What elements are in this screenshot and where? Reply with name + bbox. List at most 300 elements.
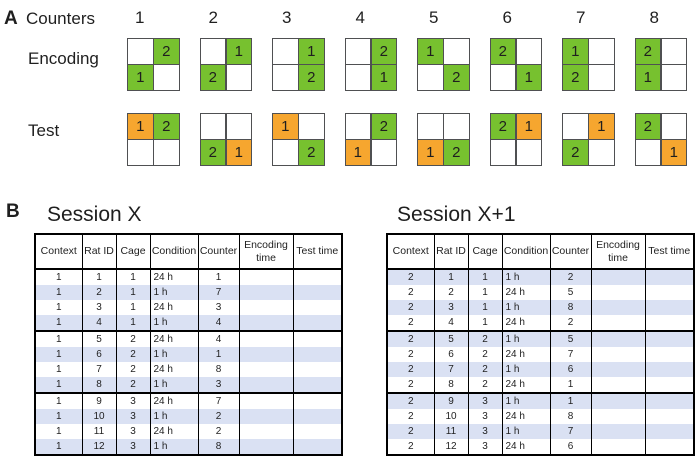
test-grid-counter-5 (417, 113, 470, 166)
counter-numbers (127, 9, 695, 26)
column-header: Counter (198, 234, 239, 269)
table-cell: 1 h (502, 300, 550, 315)
table-cell: 2 (387, 409, 434, 424)
table-cell: 3 (468, 409, 502, 424)
grid-cell (154, 65, 179, 90)
table-cell: 10 (434, 409, 468, 424)
table-cell: 3 (116, 393, 150, 409)
table-cell: 10 (82, 409, 116, 424)
table-cell (645, 377, 694, 393)
table-row (35, 362, 342, 377)
table-cell (591, 439, 645, 455)
table-cell (591, 424, 645, 439)
column-header: Context (35, 234, 82, 269)
grid-cell: 2 (201, 140, 226, 165)
table-cell (591, 409, 645, 424)
table-cell: 2 (434, 285, 468, 300)
encoding-grid-counter-3 (272, 38, 325, 91)
table-cell: 9 (434, 393, 468, 409)
grid-cell (662, 65, 687, 90)
table-row (35, 393, 342, 409)
table-cell: 8 (550, 300, 591, 315)
table-cell: 1 (198, 269, 239, 285)
table-cell (591, 362, 645, 377)
table-cell (293, 331, 342, 347)
table-cell (645, 424, 694, 439)
table-cell (239, 347, 293, 362)
table-cell: 1 h (150, 439, 198, 455)
table-cell: 1 (35, 409, 82, 424)
table-cell: 1 (550, 377, 591, 393)
grid-cell (227, 114, 252, 139)
table-cell: 1 (35, 347, 82, 362)
table-row (35, 300, 342, 315)
table-cell: 3 (198, 300, 239, 315)
grid-cell: 1 (299, 39, 324, 64)
grid-cell: 2 (299, 65, 324, 90)
table-row (387, 269, 694, 285)
table-cell (645, 393, 694, 409)
grid-cell (346, 65, 371, 90)
table-cell: 1 h (502, 269, 550, 285)
table-cell (293, 269, 342, 285)
grid-cell (517, 39, 542, 64)
table-row (35, 269, 342, 285)
session-x1-title: Session X+1 (397, 203, 516, 226)
table-row (387, 315, 694, 331)
grid-cell (299, 114, 324, 139)
table-cell (645, 347, 694, 362)
table-cell: 24 h (502, 315, 550, 331)
panel-a-label: A (4, 8, 18, 29)
table-cell: 5 (434, 331, 468, 347)
table-cell: 2 (468, 331, 502, 347)
table-cell: 2 (82, 285, 116, 300)
table-row (35, 377, 342, 393)
table-row (35, 315, 342, 331)
table-cell: 3 (116, 424, 150, 439)
table-row (35, 424, 342, 439)
grid-cell (636, 140, 661, 165)
table-cell: 6 (550, 362, 591, 377)
test-row-label: Test (28, 121, 60, 140)
column-header: Cage (468, 234, 502, 269)
table-row (35, 347, 342, 362)
table-cell: 2 (198, 409, 239, 424)
table-cell: 1 (35, 315, 82, 331)
table-cell (591, 315, 645, 331)
test-grid-counter-1 (127, 113, 180, 166)
encoding-grid-counter-2 (200, 38, 253, 91)
grid-cell (128, 39, 153, 64)
grid-cell: 1 (636, 65, 661, 90)
table-cell: 2 (387, 269, 434, 285)
table-cell: 8 (434, 377, 468, 393)
table-cell (293, 409, 342, 424)
grid-cell: 2 (491, 114, 516, 139)
table-cell: 2 (550, 315, 591, 331)
test-grid-counter-4 (345, 113, 398, 166)
table-cell: 2 (387, 393, 434, 409)
test-grid-counter-7 (562, 113, 615, 166)
table-cell: 3 (468, 393, 502, 409)
grid-cell: 1 (273, 114, 298, 139)
table-cell (591, 331, 645, 347)
table-cell: 24 h (150, 300, 198, 315)
table-cell: 1 (35, 331, 82, 347)
table-cell (293, 424, 342, 439)
table-cell: 24 h (150, 331, 198, 347)
grid-cell: 1 (227, 140, 252, 165)
table-cell: 24 h (150, 393, 198, 409)
table-cell: 2 (387, 424, 434, 439)
table-cell: 2 (116, 362, 150, 377)
table-cell: 24 h (150, 269, 198, 285)
grid-cell (227, 65, 252, 90)
panel-b-label: B (6, 201, 20, 222)
table-cell: 2 (550, 269, 591, 285)
grid-cell (491, 140, 516, 165)
table-cell (239, 409, 293, 424)
grid-cell (346, 114, 371, 139)
table-cell: 24 h (502, 439, 550, 455)
table-cell (239, 331, 293, 347)
table-cell: 7 (198, 285, 239, 300)
table-cell: 1 (468, 300, 502, 315)
grid-cell: 2 (491, 39, 516, 64)
test-grid-counter-8 (635, 113, 688, 166)
table-cell: 6 (550, 439, 591, 455)
table-cell: 11 (82, 424, 116, 439)
table-cell: 3 (82, 300, 116, 315)
table-cell: 2 (116, 377, 150, 393)
counter-number: 6 (502, 8, 512, 27)
table-cell: 4 (198, 315, 239, 331)
table-cell: 2 (116, 347, 150, 362)
table-cell: 2 (387, 331, 434, 347)
grid-cell (444, 114, 469, 139)
table-cell: 1 (468, 315, 502, 331)
header-row (387, 234, 694, 269)
column-header: Counter (550, 234, 591, 269)
grid-cell: 2 (299, 140, 324, 165)
column-header: Context (387, 234, 434, 269)
grid-cell: 1 (517, 65, 542, 90)
table-cell: 2 (387, 300, 434, 315)
grid-cell (128, 140, 153, 165)
table-cell (591, 300, 645, 315)
table-cell: 7 (198, 393, 239, 409)
table-cell (293, 362, 342, 377)
table-cell (293, 315, 342, 331)
grid-cell: 2 (154, 114, 179, 139)
grid-cell: 1 (346, 140, 371, 165)
column-header: Rat ID (434, 234, 468, 269)
table-row (387, 331, 694, 347)
table-cell: 1 h (150, 285, 198, 300)
column-header: Test time (645, 234, 694, 269)
counter-number: 2 (208, 8, 218, 27)
table-cell: 24 h (150, 424, 198, 439)
table-cell: 2 (468, 347, 502, 362)
column-header: Condition (150, 234, 198, 269)
table-cell (239, 377, 293, 393)
table-cell: 11 (434, 424, 468, 439)
table-cell: 1 (116, 315, 150, 331)
table-cell (239, 362, 293, 377)
table-cell: 6 (434, 347, 468, 362)
table-cell: 1 (35, 300, 82, 315)
table-cell (239, 424, 293, 439)
table-cell: 8 (198, 362, 239, 377)
table-row (35, 409, 342, 424)
table-cell: 5 (82, 331, 116, 347)
table-cell: 2 (387, 347, 434, 362)
table-cell: 2 (387, 285, 434, 300)
table-row (387, 285, 694, 300)
table-cell (239, 300, 293, 315)
grid-cell: 2 (563, 65, 588, 90)
table-cell: 3 (468, 439, 502, 455)
table-cell: 1 h (502, 362, 550, 377)
counter-number: 3 (282, 8, 292, 27)
table-cell: 1 (198, 347, 239, 362)
table-cell (293, 393, 342, 409)
table-cell (293, 300, 342, 315)
header-row (35, 234, 342, 269)
table-cell: 1 (35, 393, 82, 409)
table-row (387, 393, 694, 409)
table-cell: 4 (82, 315, 116, 331)
table-cell: 1 (35, 439, 82, 455)
table-cell: 2 (198, 424, 239, 439)
test-grid-counter-6 (490, 113, 543, 166)
grid-cell: 1 (128, 114, 153, 139)
table-cell: 7 (434, 362, 468, 377)
grid-cell: 1 (227, 39, 252, 64)
table-cell: 1 (35, 285, 82, 300)
table-cell (591, 393, 645, 409)
table-cell (645, 331, 694, 347)
encoding-grid-counter-7 (562, 38, 615, 91)
table-cell: 24 h (502, 285, 550, 300)
encoding-grid-counter-5 (417, 38, 470, 91)
table-cell: 7 (550, 347, 591, 362)
session-table (34, 233, 343, 456)
table-row (387, 409, 694, 424)
table-cell (645, 285, 694, 300)
grid-cell: 2 (563, 140, 588, 165)
table-cell: 2 (468, 377, 502, 393)
table-cell: 4 (434, 315, 468, 331)
grid-cell (346, 39, 371, 64)
grids-encoding (127, 38, 687, 91)
table-row (35, 285, 342, 300)
encoding-grid-counter-1 (127, 38, 180, 91)
grid-cell (372, 140, 397, 165)
encoding-grid-counter-4 (345, 38, 398, 91)
table-cell: 1 (82, 269, 116, 285)
grid-cell (589, 65, 614, 90)
table-row (387, 377, 694, 393)
grid-cell (517, 140, 542, 165)
table-cell: 1 (35, 377, 82, 393)
grid-cell: 1 (372, 65, 397, 90)
table-cell (293, 285, 342, 300)
grid-cell: 2 (444, 140, 469, 165)
grid-cell (444, 39, 469, 64)
table-cell: 24 h (502, 377, 550, 393)
counter-number: 7 (576, 8, 586, 27)
table-cell (645, 300, 694, 315)
grid-cell (418, 65, 443, 90)
session-x-title: Session X (47, 203, 142, 226)
table-row (387, 347, 694, 362)
grid-cell: 2 (636, 39, 661, 64)
grids-test (127, 113, 687, 166)
table-cell: 1 h (150, 315, 198, 331)
table-cell: 1 (116, 300, 150, 315)
table-cell: 1 (35, 362, 82, 377)
table-row (35, 331, 342, 347)
grid-cell (563, 114, 588, 139)
table-cell: 8 (550, 409, 591, 424)
counters-title: Counters (26, 9, 95, 28)
column-header: Cage (116, 234, 150, 269)
column-header: Test time (293, 234, 342, 269)
grid-cell (154, 140, 179, 165)
table-row (387, 300, 694, 315)
table-cell: 1 h (150, 377, 198, 393)
table-cell (645, 409, 694, 424)
table-cell: 1 (116, 285, 150, 300)
session-table (386, 233, 695, 456)
table-cell: 5 (550, 331, 591, 347)
table-cell: 5 (550, 285, 591, 300)
table-cell: 2 (387, 315, 434, 331)
table-cell (645, 439, 694, 455)
grid-cell (589, 140, 614, 165)
table-cell: 3 (198, 377, 239, 393)
table-cell (591, 269, 645, 285)
table-row (387, 424, 694, 439)
table-row (35, 439, 342, 455)
grid-cell: 2 (201, 65, 226, 90)
table-cell: 1 (35, 269, 82, 285)
counter-number: 5 (429, 8, 439, 27)
grid-cell: 1 (662, 140, 687, 165)
table-row (387, 439, 694, 455)
grid-cell: 1 (128, 65, 153, 90)
grid-cell: 1 (418, 140, 443, 165)
table-cell: 2 (116, 331, 150, 347)
counter-number: 8 (649, 8, 659, 27)
table-cell: 8 (82, 377, 116, 393)
table-cell: 1 (116, 269, 150, 285)
table-cell: 12 (434, 439, 468, 455)
table-cell (239, 285, 293, 300)
table-cell (239, 315, 293, 331)
table-cell: 3 (116, 409, 150, 424)
grid-cell: 1 (517, 114, 542, 139)
table-row (387, 362, 694, 377)
table-cell (591, 285, 645, 300)
table-cell: 1 h (502, 331, 550, 347)
grid-cell (201, 114, 226, 139)
table-cell: 24 h (502, 347, 550, 362)
table-cell: 3 (116, 439, 150, 455)
counter-number: 4 (355, 8, 365, 27)
table-cell: 24 h (150, 362, 198, 377)
encoding-grid-counter-8 (635, 38, 688, 91)
grid-cell (201, 39, 226, 64)
table-cell (239, 439, 293, 455)
table-cell (645, 362, 694, 377)
table-cell (591, 377, 645, 393)
table-cell: 24 h (502, 409, 550, 424)
grid-cell (273, 39, 298, 64)
table-cell (293, 347, 342, 362)
grid-cell (273, 140, 298, 165)
table-cell: 1 h (502, 393, 550, 409)
table-cell (239, 393, 293, 409)
table-cell (293, 439, 342, 455)
table-cell: 3 (468, 424, 502, 439)
grid-cell: 1 (418, 39, 443, 64)
grid-cell: 2 (636, 114, 661, 139)
grid-cell: 2 (372, 39, 397, 64)
table-cell: 3 (434, 300, 468, 315)
table-cell: 8 (198, 439, 239, 455)
table-cell (591, 347, 645, 362)
table-cell (293, 377, 342, 393)
table-cell: 7 (550, 424, 591, 439)
table-cell (645, 269, 694, 285)
grid-cell (273, 65, 298, 90)
grid-cell (662, 39, 687, 64)
table-cell: 1 (468, 285, 502, 300)
table-cell: 2 (387, 439, 434, 455)
table-cell: 12 (82, 439, 116, 455)
grid-cell: 1 (589, 114, 614, 139)
grid-cell (662, 114, 687, 139)
column-header: Condition (502, 234, 550, 269)
grid-cell (418, 114, 443, 139)
grid-cell: 2 (154, 39, 179, 64)
column-header: Encoding time (239, 234, 293, 269)
table-cell: 1 (434, 269, 468, 285)
grid-cell: 2 (444, 65, 469, 90)
test-grid-counter-3 (272, 113, 325, 166)
table-cell: 1 (35, 424, 82, 439)
table-cell: 1 (468, 269, 502, 285)
table-cell: 1 (550, 393, 591, 409)
table-cell (645, 315, 694, 331)
encoding-row-label: Encoding (28, 49, 99, 68)
column-header: Rat ID (82, 234, 116, 269)
test-grid-counter-2 (200, 113, 253, 166)
table-cell: 1 h (150, 409, 198, 424)
grid-cell: 2 (372, 114, 397, 139)
table-cell: 1 h (150, 347, 198, 362)
table-cell: 1 h (502, 424, 550, 439)
table-cell: 2 (387, 377, 434, 393)
encoding-grid-counter-6 (490, 38, 543, 91)
table-cell: 2 (468, 362, 502, 377)
table-cell: 4 (198, 331, 239, 347)
counter-number: 1 (135, 8, 145, 27)
table-cell (239, 269, 293, 285)
